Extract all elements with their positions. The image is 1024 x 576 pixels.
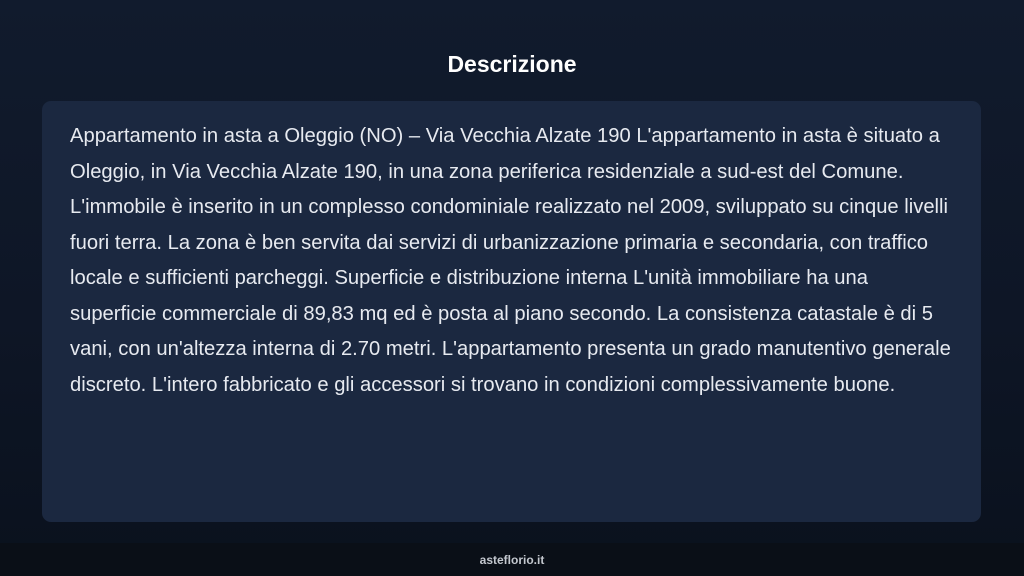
page-title: Descrizione [447,51,577,77]
footer-site-label: asteflorio.it [479,553,545,567]
description-text: Appartamento in asta a Oleggio (NO) – Via Vecchia Alzate 190 L'appartamento in asta è situato a Oleggio, in Via Vecchia Alzate 190, in una zona periferica residenziale a sud-est del Comune. L'immobile è inserito in un complesso condominiale realizzato nel 2009, sviluppato su cinque livelli fuori terra. La zona è ben servita dai servizi di urbanizzazione primaria e secondaria, con traffico locale e sufficienti parcheggi. Superficie e distribuzione interna L'unità immobiliare ha una superficie commerciale di 89,83 mq ed è posta al piano secondo. La consistenza catastale è di 5 vani, con un'altezza interna di 2.70 metri. L'appartamento presenta un grado manutentivo generale discreto. L'intero fabbricato e gli accessori si trovano in condizioni complessivamente buone. [70,125,951,396]
description-card [42,101,981,522]
